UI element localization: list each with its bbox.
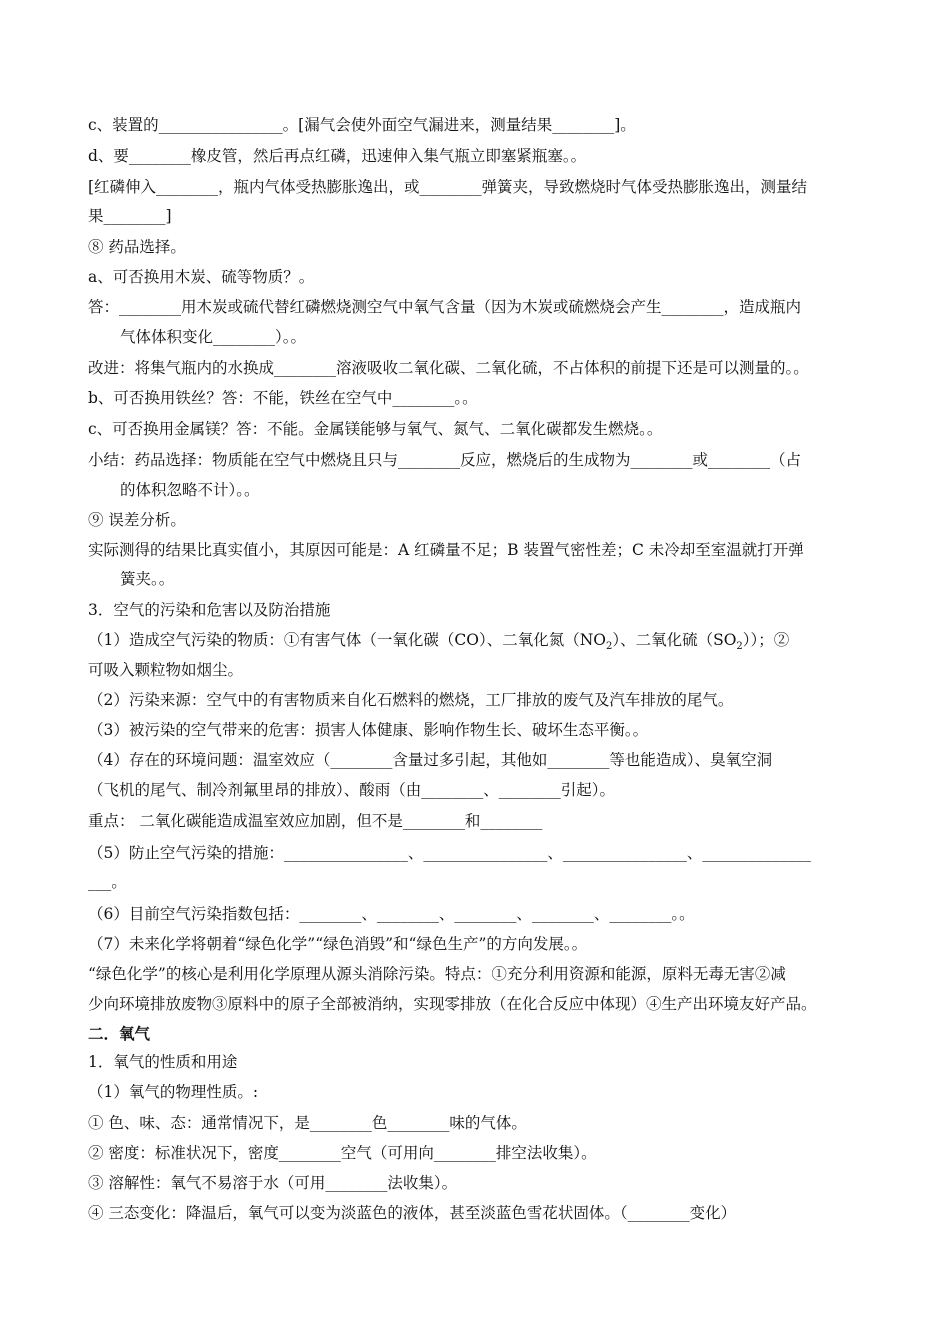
text-line: 答：________用木炭或硫代替红磷燃烧测空气中氧气含量（因为木炭或硫燃烧会产生________，造成瓶内: [88, 298, 802, 316]
text-line: ④ 三态变化：降温后，氧气可以变为淡蓝色的液体，甚至淡蓝色雪花状固体。（________变化）: [88, 1204, 737, 1222]
pollutants-part3: ））；②: [742, 631, 790, 649]
text-line: “绿色化学”的核心是利用化学原理从源头消除污染。特点：①充分利用资源和能源，原料无毒无害②减: [88, 965, 786, 983]
text-line: d、要________橡皮管，然后再点红磷，迅速伸入集气瓶立即塞紧瓶塞。。: [88, 147, 587, 165]
text-line: 少向环境排放废物③原料中的原子全部被消纳，实现零排放（在化合反应中体现）④生产出环境友好产品。: [88, 995, 817, 1013]
text-line: 气体体积变化________）。。: [120, 328, 307, 346]
text-line: ___。: [88, 873, 127, 891]
subscript: 2: [605, 641, 613, 651]
text-line: （6）目前空气污染指数包括：________、________、________、________、________。。: [88, 905, 695, 923]
text-line: 果________]: [88, 207, 172, 225]
section-heading: ⑨ 误差分析。: [88, 511, 186, 529]
pollutants-prefix: （1）造成空气污染的物质：: [88, 631, 284, 649]
pollutants-part1: ①有害气体（一氧化碳（CO）、二氧化氮（NO: [283, 631, 606, 649]
subscript: 2: [736, 641, 743, 651]
text-line: ③ 溶解性：氧气不易溶于水（可用________法收集）。: [88, 1174, 458, 1192]
text-line: 簧夹。。: [120, 570, 175, 588]
text-line: [红磷伸入________，瓶内气体受热膨胀逸出，或________弹簧夹，导致燃烧时气体受热膨胀逸出，测量结: [88, 178, 808, 196]
section-heading: （1）氧气的物理性质。:: [88, 1083, 259, 1101]
text-line: a、可否换用木炭、硫等物质？。: [88, 268, 315, 286]
text-line: （3）被污染的空气带来的危害：损害人体健康、影响作物生长、破坏生态平衡。。: [88, 721, 649, 739]
section-heading: 3．空气的污染和危害以及防治措施: [88, 601, 331, 619]
pollutants-part2: ）、二氧化硫（SO: [612, 631, 737, 649]
section-heading: ⑧ 药品选择。: [88, 238, 186, 256]
section-title: 二．氧气: [88, 1024, 151, 1043]
text-line: 小结：药品选择：物质能在空气中燃烧且只与________反应，燃烧后的生成物为________或________（占: [88, 451, 802, 469]
text-line: 可吸入颗粒物如烟尘。: [88, 661, 244, 679]
text-line: 实际测得的结果比真实值小，其原因可能是：A 红磷量不足；B 装置气密性差；C 未冷却至室温就打开弹: [88, 541, 804, 559]
pollutants-line: [88, 629, 878, 651]
text-line: c、可否换用金属镁？答：不能。金属镁能够与氧气、氮气、二氧化碳都发生燃烧。。: [88, 420, 663, 438]
text-line: 的体积忽略不计）。。: [120, 481, 260, 499]
text-line: 改进：将集气瓶内的水换成________溶液吸收二氧化碳、二氧化硫，不占体积的前提下还是可以测量的。。: [88, 359, 809, 377]
text-line: （2）污染来源：空气中的有害物质来自化石燃料的燃烧，工厂排放的废气及汽车排放的尾气。: [88, 691, 734, 709]
text-line: ① 色、味、态：通常情况下，是________色________味的气体。: [88, 1114, 527, 1132]
text-line: 重点： 二氧化碳能造成温室效应加剧，但不是________和________: [88, 812, 543, 830]
text-line: （4）存在的环境问题：温室效应（________含量过多引起，其他如________等也能造成）、臭氧空洞: [88, 751, 773, 769]
text-line: ② 密度：标准状况下，密度________空气（可用向________排空法收集）。: [88, 1144, 597, 1162]
text-line: （7）未来化学将朝着“绿色化学”“绿色消毁”和“绿色生产”的方向发展。。: [88, 935, 588, 953]
text-line: c、装置的________________。[漏气会使外面空气漏进来，测量结果________]。: [88, 116, 636, 134]
text-line: b、可否换用铁丝？答：不能，铁丝在空气中________。。: [88, 389, 478, 407]
text-line: （5）防止空气污染的措施：________________、________________、________________、______________: [88, 844, 811, 862]
text-line: （飞机的尾气、制冷剂氟里昂的排放）、酸雨（由________、________引起）。: [88, 781, 616, 799]
section-heading: 1．氧气的性质和用途: [88, 1053, 238, 1071]
